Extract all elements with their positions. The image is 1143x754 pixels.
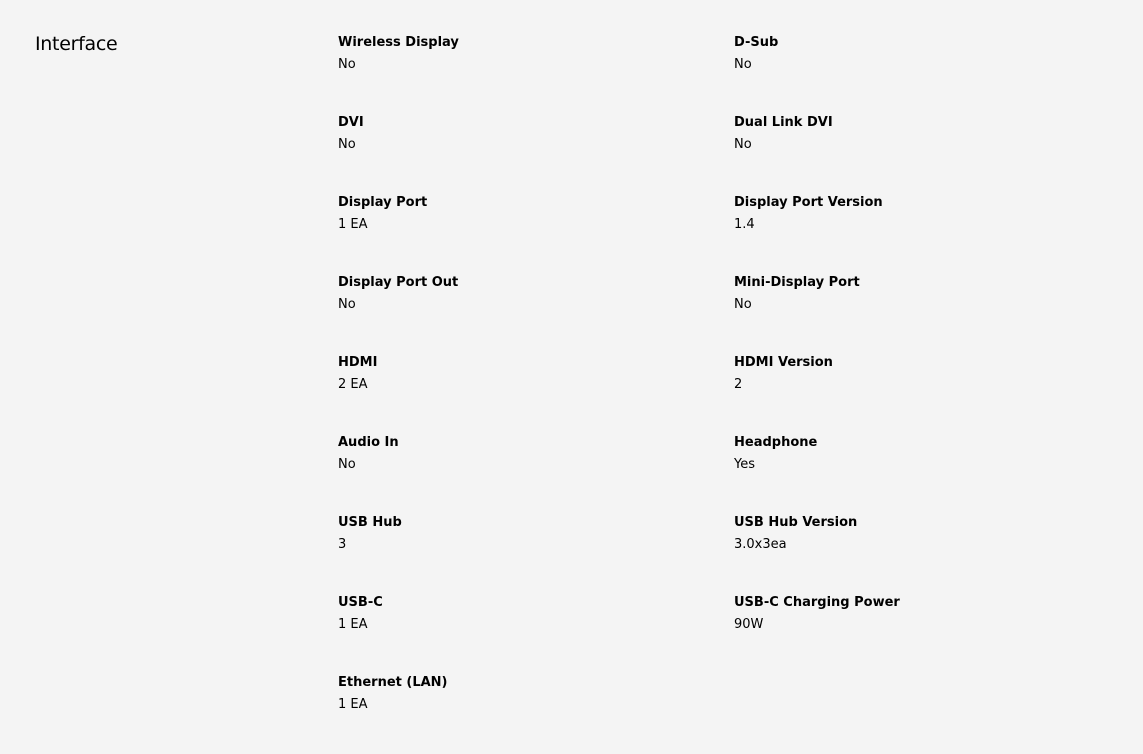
spec-value: 3.0x3ea — [734, 537, 787, 552]
spec-dual-link-dvi — [734, 114, 1118, 194]
spec-ethernet-lan — [338, 674, 734, 754]
spec-usb-c — [338, 594, 734, 674]
spec-value: 3 — [338, 537, 347, 552]
spec-value: No — [338, 57, 356, 72]
spec-label: Wireless Display — [338, 35, 459, 50]
spec-label: USB Hub Version — [734, 515, 858, 530]
spec-grid — [338, 34, 1118, 754]
spec-label: DVI — [338, 115, 364, 130]
spec-label: HDMI Version — [734, 355, 833, 370]
spec-mini-display-port — [734, 274, 1118, 354]
spec-label: USB-C Charging Power — [734, 595, 900, 610]
spec-value: No — [338, 137, 356, 152]
spec-value: Yes — [734, 457, 755, 472]
spec-value: 2 — [734, 377, 743, 392]
spec-value: No — [734, 137, 752, 152]
spec-label: Headphone — [734, 435, 818, 450]
spec-label: USB-C — [338, 595, 383, 610]
spec-label: D-Sub — [734, 35, 779, 50]
spec-usb-hub — [338, 514, 734, 594]
spec-value: 1 EA — [338, 217, 368, 232]
spec-value: 1 EA — [338, 697, 368, 712]
spec-usb-c-charging-power — [734, 594, 1118, 674]
spec-hdmi — [338, 354, 734, 434]
spec-label: Audio In — [338, 435, 399, 450]
spec-audio-in — [338, 434, 734, 514]
spec-display-port-out — [338, 274, 734, 354]
spec-value: 2 EA — [338, 377, 368, 392]
section-title: Interface — [35, 33, 118, 55]
spec-usb-hub-version — [734, 514, 1118, 594]
spec-display-port-version — [734, 194, 1118, 274]
spec-value: No — [734, 297, 752, 312]
spec-dvi — [338, 114, 734, 194]
spec-wireless-display — [338, 34, 734, 114]
spec-headphone — [734, 434, 1118, 514]
spec-label: Mini-Display Port — [734, 275, 860, 290]
spec-display-port — [338, 194, 734, 274]
spec-value: No — [338, 457, 356, 472]
spec-hdmi-version — [734, 354, 1118, 434]
spec-label: Display Port Out — [338, 275, 459, 290]
spec-label: Dual Link DVI — [734, 115, 833, 130]
spec-label: Ethernet (LAN) — [338, 675, 448, 690]
spec-value: 90W — [734, 617, 764, 632]
spec-value: 1 EA — [338, 617, 368, 632]
spec-value: 1.4 — [734, 217, 755, 232]
spec-value: No — [338, 297, 356, 312]
spec-label: Display Port — [338, 195, 428, 210]
spec-label: HDMI — [338, 355, 378, 370]
spec-value: No — [734, 57, 752, 72]
spec-label: Display Port Version — [734, 195, 883, 210]
spec-d-sub — [734, 34, 1118, 114]
spec-label: USB Hub — [338, 515, 402, 530]
